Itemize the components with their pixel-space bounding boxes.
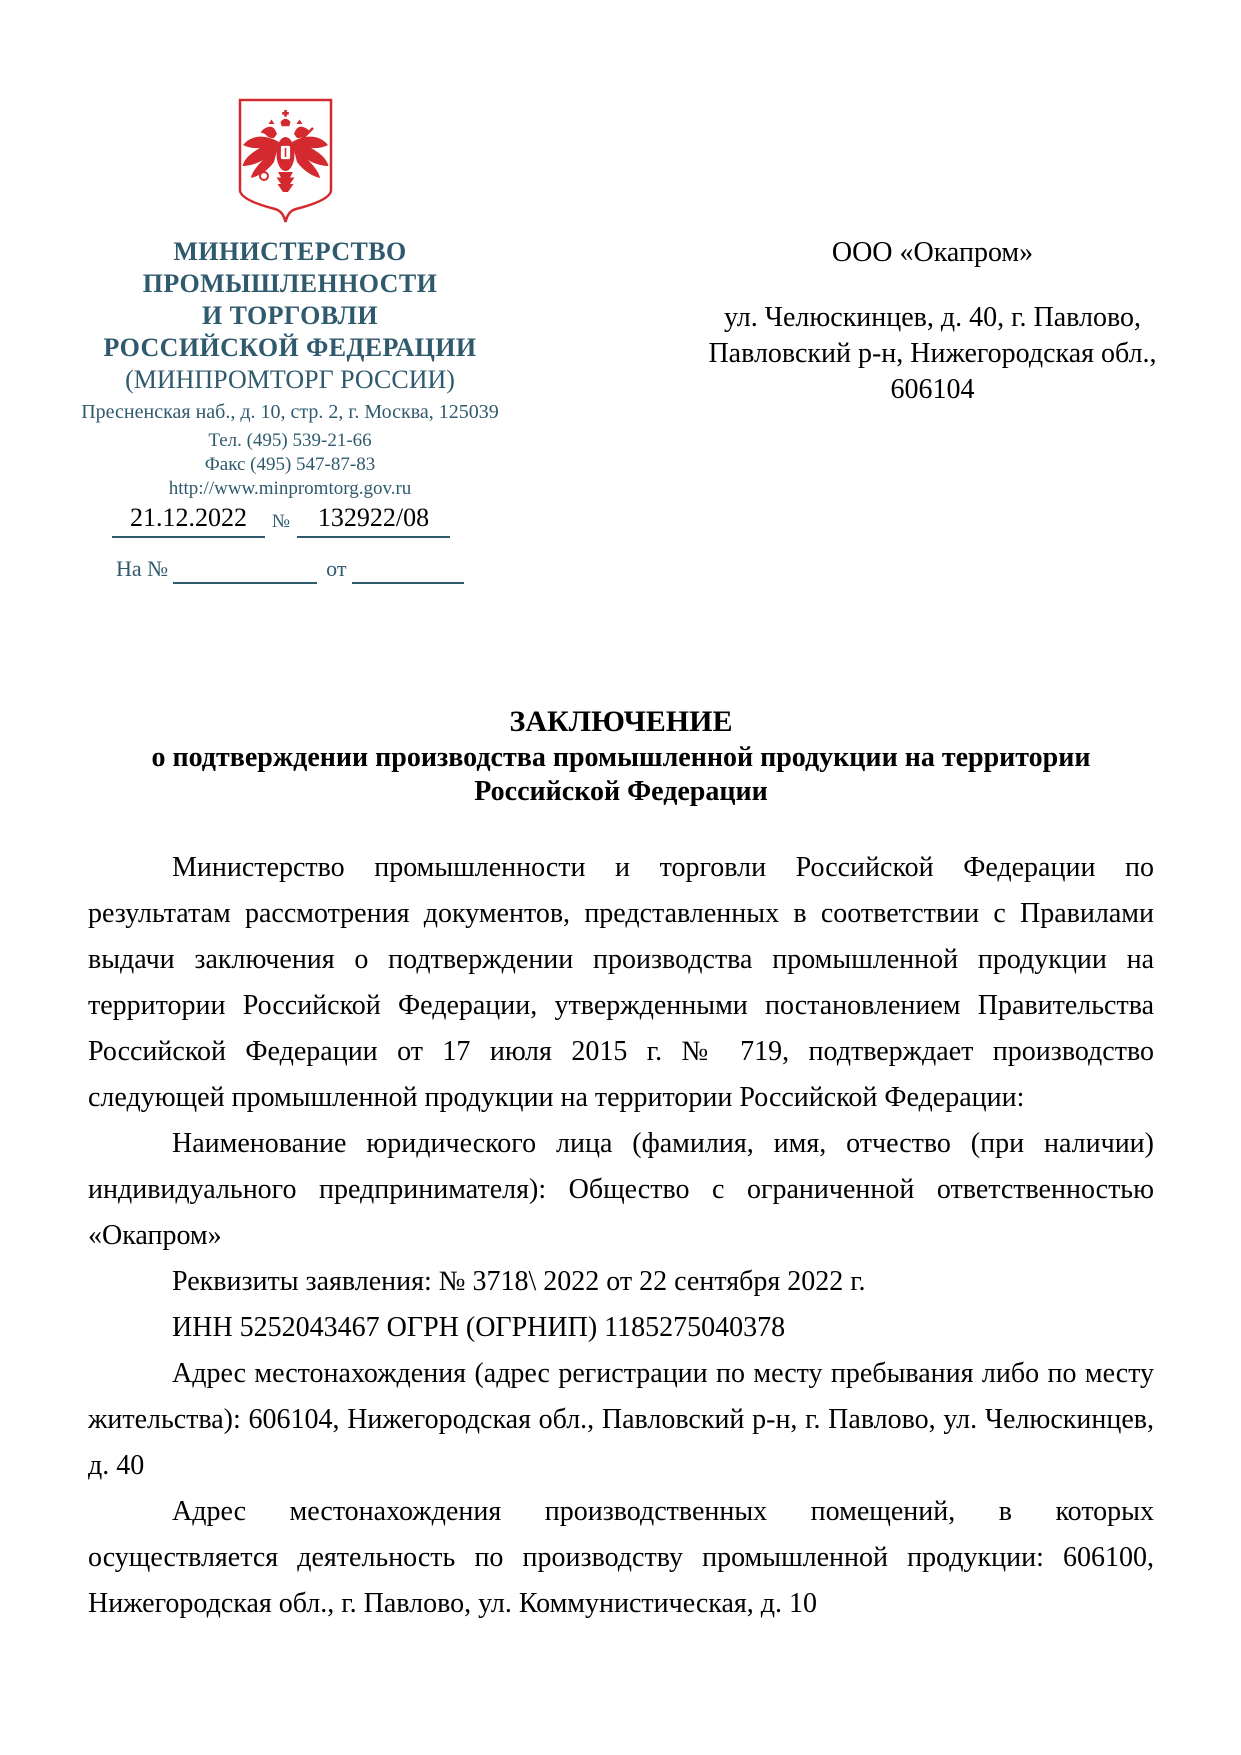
body-paragraph: Наименование юридического лица (фамилия, имя, отчество (при наличии) индивидуального предпринимателя): Общество с ограниченной ответственностью «Окапром» — [88, 1128, 1154, 1251]
body-paragraph: Адрес местонахождения производственных помещений, в которых осуществляется деятельность по производству промышленной продукции: 606100, Нижегородская обл., г. Павлово, ул. Коммунистическая, д. 10 — [88, 1496, 1154, 1619]
in-reply-date-blank — [352, 556, 464, 584]
number-sign: № — [271, 511, 291, 532]
document-title: ЗАКЛЮЧЕНИЕ — [509, 705, 733, 738]
website-line: http://www.minpromtorg.gov.ru — [168, 478, 412, 499]
ministry-contacts — [70, 429, 510, 501]
body-paragraph: Реквизиты заявления: № 3718\ 2022 от 22 сентября 2022 г. — [172, 1266, 866, 1297]
in-reply-row — [70, 556, 510, 584]
in-reply-number-blank — [173, 556, 317, 584]
ministry-name-line: РОССИЙСКОЙ ФЕДЕРАЦИИ — [103, 333, 477, 362]
in-reply-label: На № — [116, 556, 169, 581]
ministry-name-line: МИНИСТЕРСТВО — [173, 237, 407, 266]
document-subtitle-line: о подтверждении производства промышленной продукции на территории — [151, 742, 1091, 773]
doc-date-field: 21.12.2022 — [112, 503, 265, 538]
date-number-row — [70, 503, 510, 538]
in-reply-from-label: от — [326, 556, 347, 581]
recipient-name: ООО «Окапром» — [831, 237, 1034, 268]
recipient-address — [660, 300, 1205, 408]
ministry-name-line: И ТОРГОВЛИ — [202, 301, 378, 330]
ministry-postal-address: Пресненская наб., д. 10, стр. 2, г. Москва, 125039 — [81, 401, 499, 423]
recipient-address-line: 606104 — [890, 374, 975, 405]
ministry-short-name: (МИНПРОМТОРГ РОССИИ) — [125, 365, 455, 394]
recipient-block — [660, 236, 1205, 408]
recipient-address-line: ул. Челюскинцев, д. 40, г. Павлово, — [724, 302, 1141, 333]
body-paragraph: Адрес местонахождения (адрес регистрации по месту пребывания либо по месту жительства): 606104, Нижегородская обл., Павловский р-н, г. Павлово, ул. Челюскинцев, д. 40 — [88, 1358, 1154, 1481]
document-title-block — [88, 703, 1154, 809]
ministry-name-line: ПРОМЫШЛЕННОСТИ — [142, 269, 438, 298]
ministry-name — [70, 236, 510, 396]
phone-line: Тел. (495) 539-21-66 — [208, 430, 372, 451]
doc-number-field: 132922/08 — [297, 503, 450, 538]
document-body — [88, 845, 1154, 1627]
body-paragraph: ИНН 5252043467 ОГРН (ОГРНИП) 1185275040378 — [172, 1312, 786, 1343]
recipient-address-line: Павловский р-н, Нижегородская обл., — [708, 338, 1157, 369]
document-subtitle-line: Российской Федерации — [474, 776, 768, 807]
body-paragraph: Министерство промышленности и торговли Российской Федерации по результатам рассмотрения документов, представленных в соответствии с Правилами выдачи заключения о подтверждении производства промышленной продукции на территории Российской Федерации, утвержденными постановлением Правительства Российской Федерации от 17 июля 2015 г. № 719, подтверждает производство следующей промышленной продукции на территории Российской Федерации: — [88, 852, 1154, 1113]
russian-coat-of-arms-icon — [233, 96, 338, 228]
fax-line: Факс (495) 547-87-83 — [204, 454, 376, 475]
